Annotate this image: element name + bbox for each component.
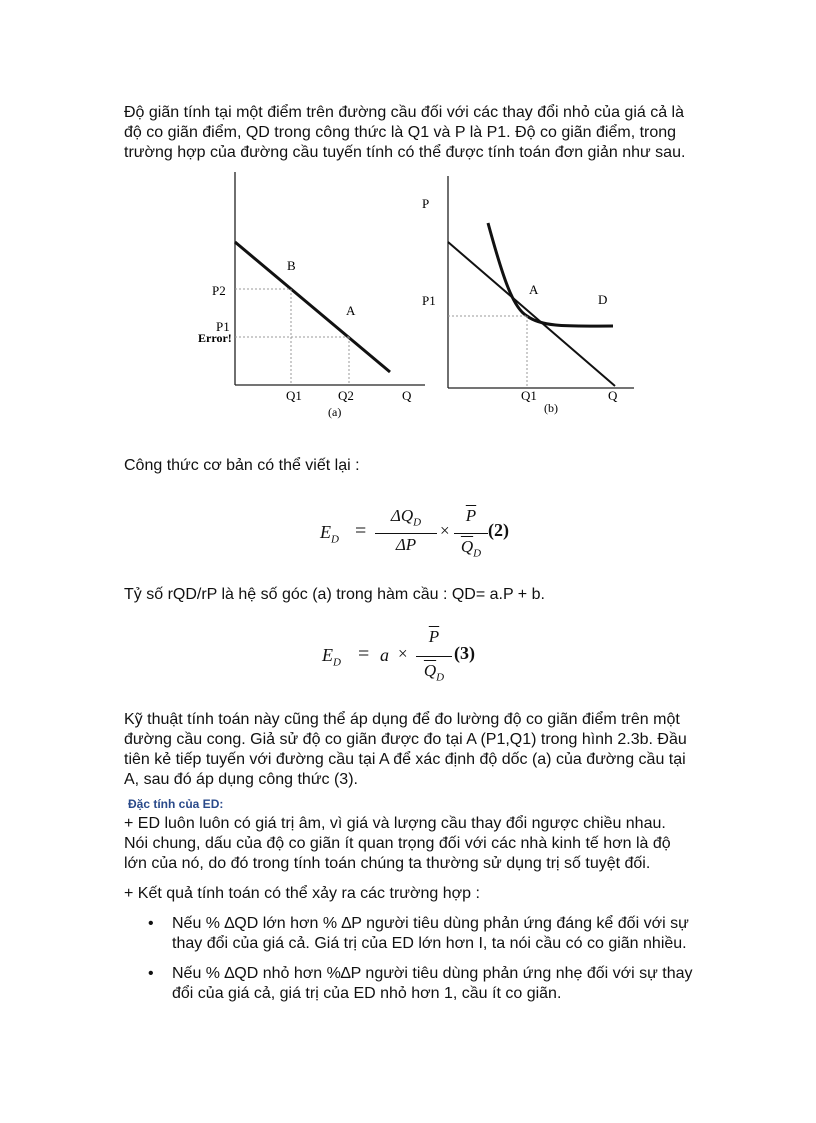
technique-line-3: tiên kẻ tiếp tuyến với đường cầu tại A để xác định độ dốc (a) của đường cầu tại (124, 751, 686, 768)
technique-line-2: đường cầu cong. Giả sử độ co giãn được đo tại A (P1,Q1) trong hình 2.3b. Đầu (124, 731, 687, 748)
formula-3-a: a (380, 645, 389, 665)
formula-2-qbar: $\overline{Q}$ (460, 537, 474, 556)
intro-line-1: Độ giãn tính tại một điểm trên đường cầu đối với các thay đổi nhỏ của giá cả là (124, 104, 685, 121)
technique-paragraph (124, 710, 714, 790)
basic-formula-intro: Công thức cơ bản có thể viết lại : (124, 457, 360, 474)
formula-3-eq: = (358, 643, 370, 665)
ed-point-1 (124, 814, 714, 874)
figure-b-demand-curve (488, 223, 613, 326)
ed-point-1-line-2: Nói chung, dấu của độ co giãn ít quan trọng đối với các nhà kinh tế hơn là độ (124, 835, 671, 852)
list-item (148, 914, 708, 954)
formula-2-tag: (2) (488, 520, 509, 540)
formula-3-qbar: $\overline{Q}$ (423, 661, 437, 680)
bullet-1-line-1: Nếu % ∆QD lớn hơn % ∆P người tiêu dùng phản ứng đáng kể đối với sự (172, 915, 689, 932)
figure-b-label-p: P (422, 196, 430, 211)
figure-b-label-d: D (598, 292, 608, 307)
formula-2-fraction-bar-2 (454, 533, 488, 534)
bullet-2-line-1: Nếu % ∆QD nhỏ hơn %∆P người tiêu dùng phản ứng nhẹ đối với sự thay (172, 965, 693, 982)
formula-2-qbar-sub: D (473, 547, 482, 560)
bullet-text (172, 964, 712, 1004)
formula-2-num-sub: D (413, 516, 422, 529)
technique-line-1: Kỹ thuật tính toán này cũng thể áp dụng để đo lường độ co giãn điểm trên một (124, 711, 680, 728)
figure-a (190, 168, 430, 430)
formula-2-times: × (440, 521, 450, 540)
formula-3-lhs: E (322, 645, 333, 665)
formula-2-den: ΔP (395, 535, 417, 554)
formula-3-pbar: $\overline{P}$ (428, 627, 440, 646)
formula-2-lhs-sub: D (331, 533, 339, 546)
intro-line-2: độ co giãn điểm, QD trong công thức là Q1 và P là P1. Độ co giãn điểm, trong (124, 124, 677, 141)
ed-point-2: + Kết quả tính toán có thể xảy ra các trường hợp : (124, 885, 480, 902)
figure-a-label-p1: P1 (216, 319, 230, 334)
figure-a-label-q1: Q1 (286, 388, 302, 403)
formula-2 (320, 500, 520, 570)
figure-b (418, 168, 640, 430)
intro-line-3: trường hợp của đường cầu tuyến tính có thể được tính toán đơn giản như sau. (124, 144, 686, 161)
formula-2-pbar: $\overline{P}$ (465, 506, 477, 525)
list-item (148, 964, 708, 1004)
figure-b-tangent-line (448, 242, 615, 386)
ed-heading: Đặc tính của ED: (128, 797, 224, 811)
formula-2-num: ΔQ (390, 506, 414, 525)
formula-3-qbar-sub: D (436, 671, 445, 684)
bullet-icon: • (148, 915, 154, 932)
figure-a-label-q: Q (402, 388, 412, 403)
formula-3-fraction-bar (416, 656, 452, 657)
figure-b-label-q: Q (608, 388, 618, 403)
bullet-2-line-2: đổi của giá cả, giá trị của ED nhỏ hơn 1, cầu ít co giãn. (172, 985, 562, 1002)
figure-a-label-q2: Q2 (338, 388, 354, 403)
figure-b-label-a: A (529, 282, 539, 297)
ed-point-1-line-3: lớn của nó, do đó trong tính toán chúng ta thường sử dụng trị số tuyệt đối. (124, 855, 651, 872)
formula-3-lhs-sub: D (333, 656, 341, 669)
bullet-1-line-2: thay đổi của giá cả. Giá trị của ED lớn hơn I, ta nói cầu có co giãn nhiều. (172, 935, 687, 952)
formula-3-times: × (398, 644, 408, 663)
formula-3-tag: (3) (454, 643, 475, 663)
formula-2-eq: = (355, 520, 367, 542)
technique-line-4: A, sau đó áp dụng công thức (3). (124, 771, 358, 788)
figure-a-label-b: B (287, 258, 296, 273)
formula-3 (322, 625, 502, 695)
bullet-icon: • (148, 965, 154, 982)
ratio-text: Tỷ số rQD/rP là hệ số góc (a) trong hàm cầu : QD= a.P + b. (124, 586, 545, 603)
formula-2-lhs: E (320, 522, 331, 542)
figure-a-label-error: Error! (198, 331, 232, 345)
figure-a-label-a: A (346, 303, 356, 318)
ed-point-1-line-1: + ED luôn luôn có giá trị âm, vì giá và lượng cầu thay đổi ngược chiều nhau. (124, 815, 666, 832)
intro-paragraph (124, 103, 714, 163)
figure-a-demand-line (235, 242, 390, 372)
figure-a-label-p2: P2 (212, 283, 226, 298)
bullet-text (172, 914, 712, 954)
figure-b-label-p1: P1 (422, 293, 436, 308)
figure-b-label-q1: Q1 (521, 388, 537, 403)
figure-b-caption: (b) (544, 401, 558, 415)
formula-2-fraction-bar-1 (375, 533, 437, 534)
figure-a-caption: (a) (328, 405, 342, 419)
